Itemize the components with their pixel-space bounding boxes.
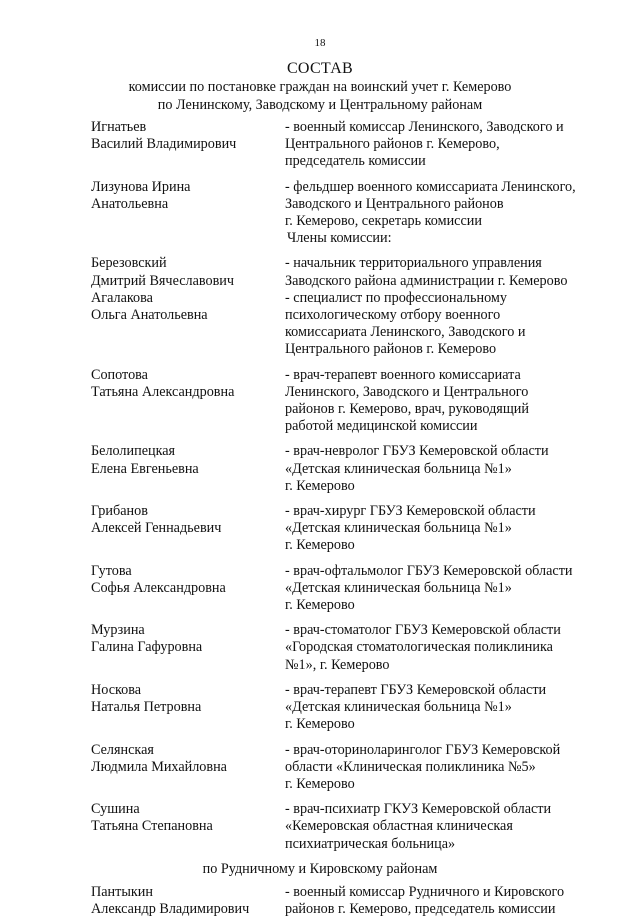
member-name: Мурзина Галина Гафуровна: [91, 622, 203, 656]
member-role: - врач-терапевт военного комиссариата Ленинского, Заводского и Центрального районов г. Кемерово, врач, руководящий работой медицинской комиссии: [285, 366, 529, 435]
member-role: - начальник территориального управления Заводского района администрации г. Кемерово: [285, 255, 568, 289]
member-name: Белолипецкая Елена Евгеньевна: [91, 443, 199, 477]
commission-entry: [0, 179, 640, 231]
document-title: СОСТАВ: [286, 60, 354, 77]
member-name: Пантыкин Александр Владимирович: [91, 883, 250, 918]
commission-list: [0, 119, 640, 918]
document-subtitle-line-2: по Ленинскому, Заводскому и Центральному районам: [157, 97, 483, 113]
member-name: Носкова Наталья Петровна: [91, 681, 202, 716]
member-name: Сопотова Татьяна Александровна: [91, 366, 235, 400]
commission-entry: [0, 563, 640, 615]
commission-entry: [0, 367, 640, 436]
member-name: Грибанов Алексей Геннадьевич: [91, 503, 222, 537]
member-role: - врач-хирург ГБУЗ Кемеровской области «Детская клиническая больница №1» г. Кемерово: [285, 503, 536, 554]
member-role: - врач-стоматолог ГБУЗ Кемеровской области «Городская стоматологическая поликлиника №1», г. Кемерово: [285, 622, 561, 673]
member-role: - врач-офтальмолог ГБУЗ Кемеровской области «Детская клиническая больница №1» г. Кемерово: [285, 562, 573, 614]
member-role: - военный комиссар Ленинского, Заводского и Центрального районов г. Кемерово, председатель комиссии: [285, 119, 564, 170]
member-role: - врач-терапевт ГБУЗ Кемеровской области «Детская клиническая больница №1» г. Кемерово: [285, 681, 547, 733]
commission-entry: [0, 255, 640, 289]
page-number: 18: [314, 37, 326, 49]
members-heading: Члены комиссии:: [287, 230, 392, 247]
member-name: Березовский Дмитрий Вячеславович: [91, 255, 235, 289]
document-subtitle-line-1: комиссии по постановке граждан на воинский учет г. Кемерово: [128, 79, 512, 95]
member-name: Лизунова Ирина Анатольевна: [91, 178, 191, 212]
section-heading: по Рудничному и Кировскому районам: [202, 860, 438, 877]
commission-entry: [0, 119, 640, 171]
member-role: - врач-оториноларинголог ГБУЗ Кемеровской области «Клиническая поликлиника №5» г. Кемерово: [285, 741, 561, 792]
member-name: Агалакова Ольга Анатольевна: [91, 289, 208, 324]
member-name: Сушина Татьяна Степановна: [91, 801, 213, 835]
commission-entry: [0, 290, 640, 359]
commission-entry: [0, 742, 640, 794]
member-role: - врач-невролог ГБУЗ Кемеровской области «Детская клиническая больница №1» г. Кемерово: [285, 443, 549, 494]
commission-entry: [0, 503, 640, 555]
member-role: - фельдшер военного комиссариата Ленинского, Заводского и Центрального районов г. Кемерово, секретарь комиссии: [285, 178, 576, 230]
commission-entry: [0, 884, 640, 918]
member-role: - специалист по профессиональному психологическому отбору военного комиссариата Ленинского, Заводского и Центрального районов г. Кемерово: [285, 289, 526, 358]
member-name: Гутова Софья Александровна: [91, 562, 226, 596]
commission-entry: [0, 622, 640, 674]
commission-entry: [0, 682, 640, 734]
commission-entry: [0, 801, 640, 853]
member-role: - врач-психиатр ГКУЗ Кемеровской области «Кемеровская областная клиническая психиатрическая больница»: [285, 801, 552, 852]
member-role: - военный комиссар Рудничного и Кировского районов г. Кемерово, председатель комиссии: [285, 883, 565, 918]
commission-entry: [0, 443, 640, 495]
member-name: Игнатьев Василий Владимирович: [91, 119, 237, 153]
member-name: Селянская Людмила Михайловна: [91, 741, 227, 775]
